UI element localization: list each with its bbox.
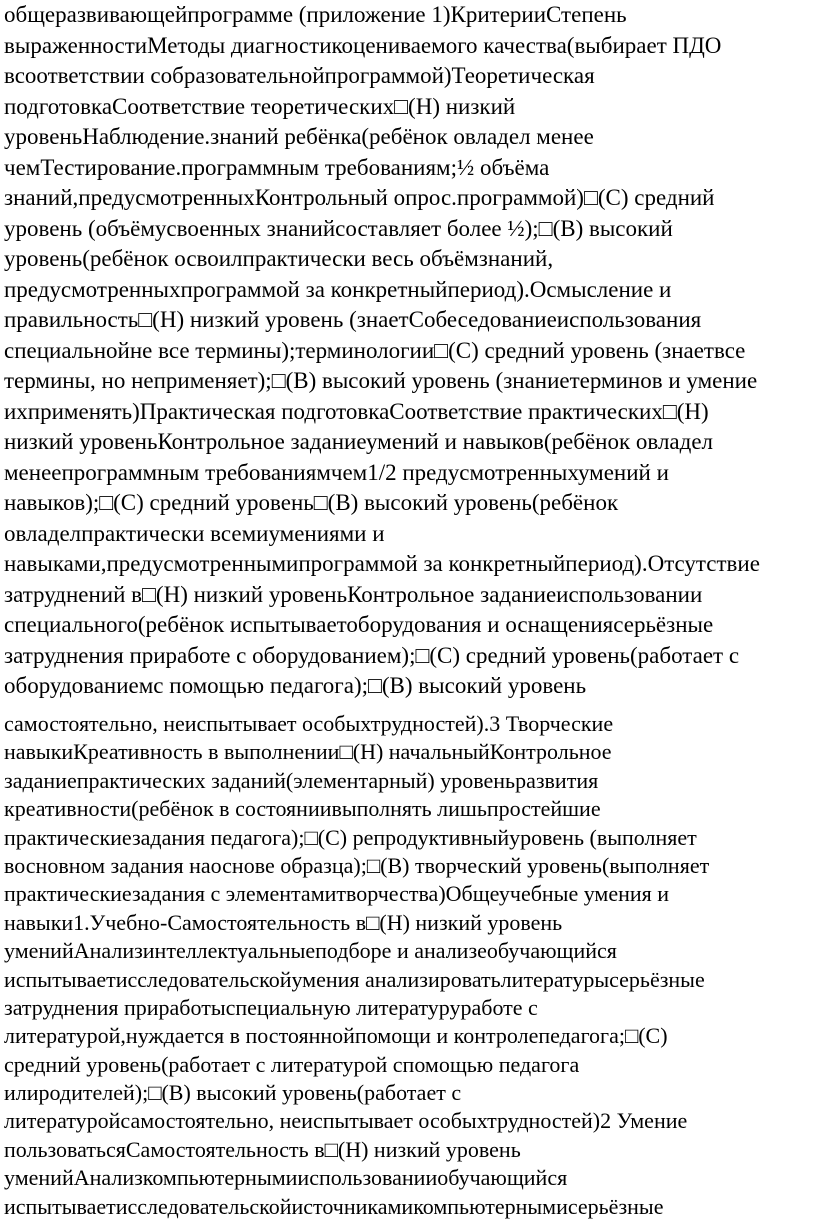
text-line: пользоватьсяСамостоятельность в□(Н) низкий уровень (4, 1136, 521, 1162)
text-line: илиродителей);□(В) высокий уровень(работает с (4, 1080, 462, 1106)
text-line: практическиезадания с элементамитворчества)Общеучебные умения и (4, 881, 670, 907)
text-line: уровеньНаблюдение.знаний ребёнка(ребёнок овладел менее (4, 124, 594, 149)
text-line: низкий уровеньКонтрольное заданиеумений и навыков(ребёнок овладел (4, 429, 714, 454)
text-line: специального(ребёнок испытываетоборудования и оснащениясерьёзные (4, 612, 714, 637)
text-line: всоответствии собразовательнойпрограммой)Теоретическая (4, 63, 595, 88)
text-line: навыки1.Учебно-Самостоятельность в□(Н) низкий уровень (4, 909, 563, 935)
text-line: овладелпрактически всемиумениями и (4, 520, 385, 546)
text-line: подготовкаСоответствие теоретических□(Н) низкий (4, 93, 516, 119)
document-block-2 (0, 710, 816, 1221)
text-line: правильность□(Н) низкий уровень (знаетСобеседованиеиспользования (4, 307, 702, 332)
text-line: практическиезадания педагога);□(С) репродуктивныйуровень (выполняет (4, 824, 697, 850)
text-line: литературой,нуждается в постояннойпомощи и контролепедагога;□(С) (4, 1023, 668, 1049)
text-line: навыками,предусмотреннымипрограммой за конкретныйпериод).Отсутствие (4, 551, 760, 576)
text-line: ихприменять)Практическая подготовкаСоответствие практических□(Н) (4, 398, 709, 424)
text-line: затруднения приработыспециальную литературуработе с (4, 994, 538, 1020)
text-line: общеразвивающейпрограмме (приложение 1)КритерииСтепень (4, 2, 627, 27)
text-line: самостоятельно, неиспытывает особыхтрудностей).3 Творческие (4, 711, 614, 736)
text-line: менеепрограммным требованиямчем1/2 предусмотренныхумений и (4, 459, 669, 485)
text-line: навыкиКреативность в выполнении□(Н) начальныйКонтрольное (4, 739, 612, 765)
text-line: затруднения приработе с оборудованием);□(С) средний уровень(работает с (4, 642, 740, 668)
text-line: уменийАнализинтеллектуальныеподборе и анализеобучающийся (4, 938, 617, 964)
text-line: креативности(ребёнок в состояниивыполнять лишьпростейшие (4, 796, 601, 822)
text-line: термины, но неприменяет);□(В) высокий уровень (знаниетерминов и умение (4, 368, 758, 393)
text-line: чемТестирование.программным требованиям;½ объёма (4, 154, 550, 180)
text-line: уровень (объёмусвоенных знанийсоставляет более ½);□(В) высокий (4, 215, 673, 241)
text-line: уменийАнализкомпьютернымииспользованииобучающийся (4, 1165, 568, 1191)
text-line: затруднений в□(Н) низкий уровеньКонтрольное заданиеиспользовании (4, 581, 703, 607)
text-line: испытываетисследовательскойисточникамикомпьютернымисерьёзные (4, 1193, 664, 1219)
text-line: оборудованиемс помощью педагога);□(В) высокий уровень (4, 673, 587, 698)
text-line: уровень(ребёнок освоилпрактически весь объёмзнаний, (4, 246, 554, 271)
text-line: навыков);□(С) средний уровень□(В) высокий уровень(ребёнок (4, 490, 619, 515)
text-line: предусмотренныхпрограммой за конкретныйпериод).Осмысление и (4, 276, 672, 302)
text-line: выраженностиМетоды диагностикоцениваемого качества(выбирает ПДО (4, 32, 722, 58)
text-line: средний уровень(работает с литературой спомощью педагога (4, 1051, 580, 1077)
text-line: специальнойне все термины);терминологии□(С) средний уровень (знаетвсе (4, 337, 746, 363)
text-line: знаний,предусмотренныхКонтрольный опрос.программой)□(С) средний (4, 185, 715, 210)
text-line: восновном задания наоснове образца);□(В) творческий уровень(выполняет (4, 852, 710, 878)
text-line: заданиепрактических заданий(элементарный) уровеньразвития (4, 767, 599, 793)
text-line: литературойсамостоятельно, неиспытывает особыхтрудностей)2 Умение (4, 1108, 688, 1134)
text-line: испытываетисследовательскойумения анализироватьлитературысерьёзные (4, 966, 705, 992)
